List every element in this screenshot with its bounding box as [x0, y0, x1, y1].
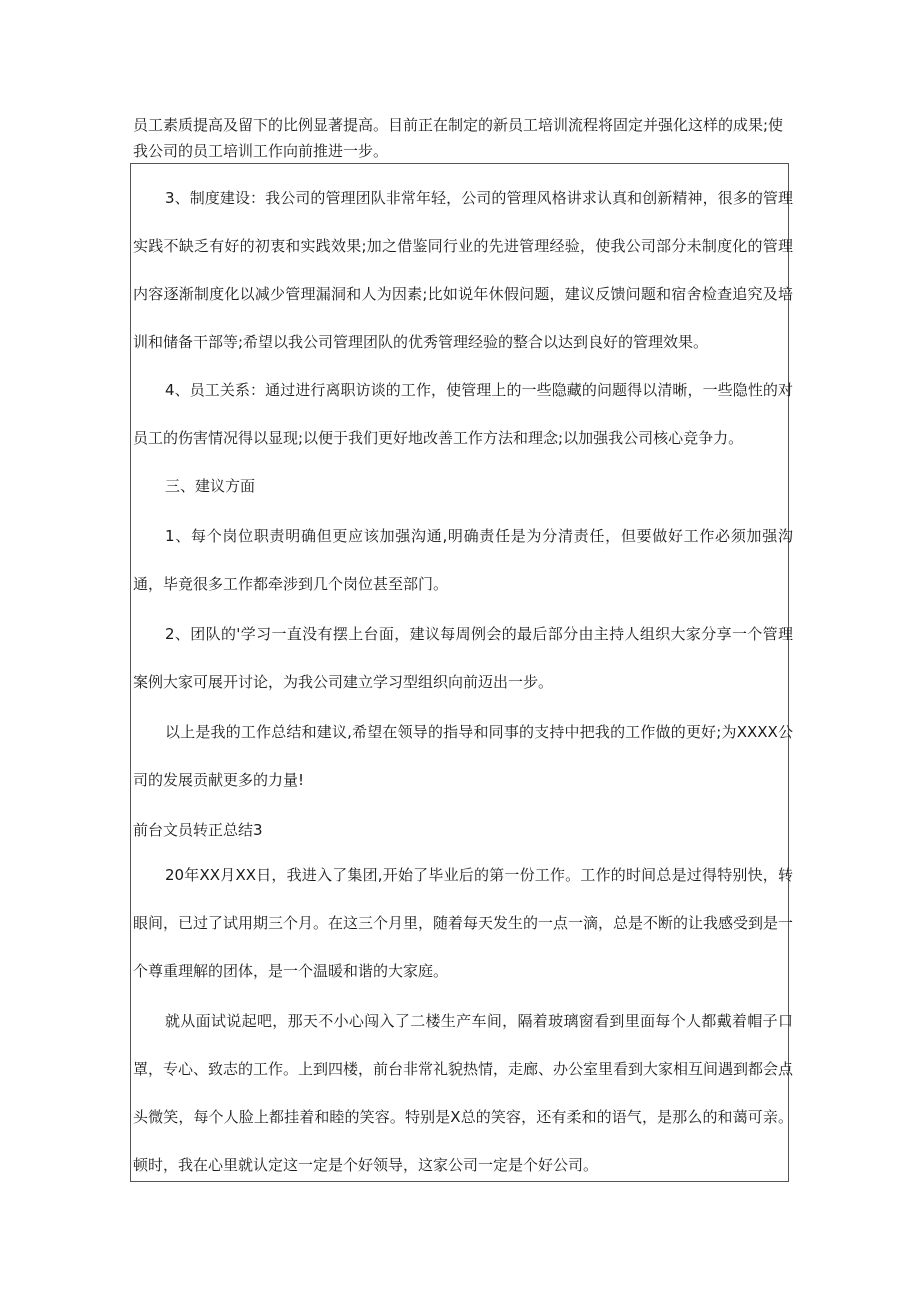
- paragraph-suggestion-2: 2、团队的'学习一直没有摆上台面，建议每周例会的最后部分由主持人组织大家分享一个管理案例大家可展开讨论，为我公司建立学习型组织向前迈出一步。: [133, 625, 793, 691]
- section-heading-suggestions: 三、建议方面: [165, 477, 256, 495]
- paragraph-start-work: 20年XX月XX日，我进入了集团,开始了毕业后的第一份工作。工作的时间总是过得特别快，转眼间，已过了试用期三个月。在这三个月里，随着每天发生的一点一滴，总是不断的让我感受到是一个尊重理解的团体，是一个温暖和谐的大家庭。: [133, 866, 794, 980]
- paragraph-interview: 就从面试说起吧，那天不小心闯入了二楼生产车间，隔着玻璃窗看到里面每个人都戴着帽子口罩，专心、致志的工作。上到四楼，前台非常礼貌热情，走廊、办公室里看到大家相互间遇到都会点头微笑，每个人脸上都挂着和睦的笑容。特别是X总的笑容，还有柔和的语气，是那么的和蔼可亲。顿时，我在心里就认定这一定是个好领导，这家公司一定是个好公司。: [133, 1012, 794, 1174]
- section-title: 前台文员转正总结3: [133, 821, 263, 839]
- paragraph-suggestion-1: 1、每个岗位职责明确但更应该加强沟通,明确责任是为分清责任，但要做好工作必须加强沟通，毕竟很多工作都牵涉到几个岗位甚至部门。: [133, 527, 793, 593]
- intro-paragraph: 员工素质提高及留下的比例显著提高。目前正在制定的新员工培训流程将固定并强化这样的成果;使我公司的员工培训工作向前推进一步。: [133, 116, 784, 160]
- paragraph-conclusion: 以上是我的工作总结和建议,希望在领导的指导和同事的支持中把我的工作做的更好;为XXXX公司的发展贡献更多的力量!: [133, 723, 793, 789]
- paragraph-employee-relations: 4、员工关系：通过进行离职访谈的工作，使管理上的一些隐藏的问题得以清晰，一些隐性的对员工的伤害情况得以显现;以便于我们更好地改善工作方法和理念;以加强我公司核心竞争力。: [133, 381, 793, 447]
- paragraph-system-building: 3、制度建设：我公司的管理团队非常年轻，公司的管理风格讲求认真和创新精神，很多的管理实践不缺乏有好的初衷和实践效果;加之借鉴同行业的先进管理经验，使我公司部分未制度化的管理内容逐渐制度化以减少管理漏洞和人为因素;比如说年休假问题，建议反馈问题和宿舍检查追究及培训和储备干部等;希望以我公司管理团队的优秀管理经验的整合以达到良好的管理效果。: [133, 189, 793, 351]
